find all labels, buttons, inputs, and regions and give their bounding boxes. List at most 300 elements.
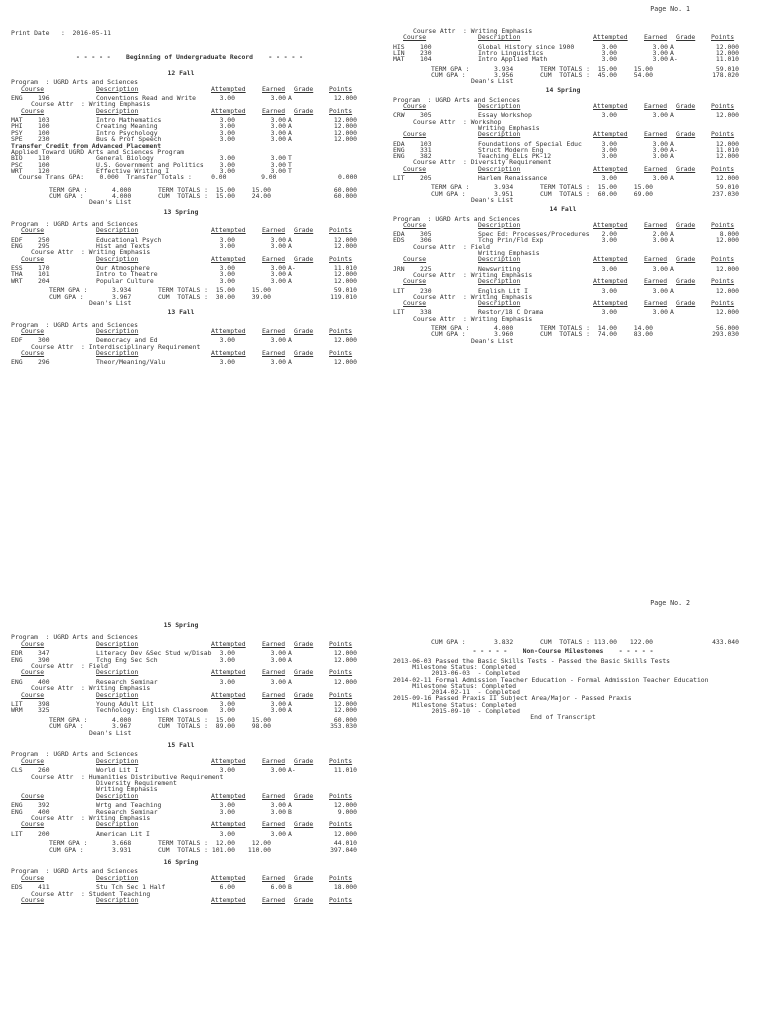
- header-attempted: Attempted: [593, 277, 628, 286]
- course-attribute: Course Attr : Writing Emphasis: [31, 814, 151, 822]
- header-earned: Earned: [262, 254, 286, 263]
- header-points: Points: [329, 791, 353, 800]
- course-description: Intro Mathematics: [96, 116, 162, 125]
- header-description: Description: [96, 254, 139, 263]
- gpa-value: 3.832: [494, 638, 514, 646]
- header-description: Description: [478, 102, 521, 110]
- header-grade: Grade: [294, 820, 314, 829]
- totals-label: CUM TOTALS :: [540, 189, 591, 198]
- text-line: 2013-06-03 - Completed: [393, 669, 520, 678]
- course-subject: PHI: [11, 122, 23, 131]
- header-attempted: Attempted: [593, 102, 628, 110]
- program-line: Program : UGRD Arts and Sciences: [11, 78, 138, 87]
- header-description: Description: [96, 690, 139, 699]
- header-attempted: Attempted: [593, 299, 628, 308]
- header-attempted: Attempted: [211, 326, 246, 335]
- course-subject: LIT: [11, 700, 23, 708]
- term-heading: 12 Fall: [167, 69, 195, 77]
- deans-list: Dean's List: [89, 298, 132, 307]
- course-attribute: Course Attr : Writing Emphasis: [31, 248, 151, 257]
- deans-list: Dean's List: [471, 195, 514, 204]
- term-heading: 16 Spring: [163, 858, 199, 866]
- text-line: 2014-02-11 Formal Admission Teacher Education - Formal Admission Teacher Education: [393, 675, 709, 684]
- header-points: Points: [711, 255, 735, 264]
- gpa-label: TERM GPA :: [431, 183, 470, 192]
- course-description: Tchg Prin/Fld Exp: [478, 236, 544, 245]
- course-description: Effective Writing I: [96, 166, 170, 175]
- header-points: Points: [329, 326, 353, 335]
- course-description: Intro Linguistics: [478, 48, 544, 57]
- header-course: Course: [21, 84, 45, 93]
- course-number: 110: [38, 154, 50, 163]
- course-grade: T: [288, 154, 292, 163]
- course-description: Wrtg and Teaching: [96, 801, 162, 810]
- header-grade: Grade: [294, 254, 314, 263]
- header-course: Course: [21, 820, 45, 829]
- header-attempted: Attempted: [593, 255, 628, 264]
- course-description: Teaching ELLs PK-12: [478, 152, 552, 161]
- course-subject: LIT: [393, 174, 405, 182]
- header-attempted: Attempted: [211, 226, 246, 235]
- course-grade: T: [288, 160, 292, 169]
- course-attribute: Course Attr : Writing Emphasis: [31, 684, 151, 693]
- course-grade: A: [288, 649, 292, 658]
- course-description: Conventions Read and Write: [96, 94, 197, 103]
- header-earned: Earned: [644, 299, 668, 308]
- course-description: Popular Culture: [96, 276, 154, 285]
- program-line: Program : UGRD Arts and Sciences: [11, 750, 138, 759]
- header-grade: Grade: [676, 299, 696, 308]
- deans-list: Dean's List: [471, 77, 514, 86]
- course-description: Research Seminar: [96, 807, 158, 816]
- totals-label: CUM TOTALS :: [540, 330, 591, 339]
- header-grade: Grade: [676, 130, 696, 139]
- course-number: 230: [38, 135, 50, 144]
- header-grade: Grade: [294, 896, 314, 904]
- header-points: Points: [711, 102, 735, 110]
- header-grade: Grade: [294, 668, 314, 677]
- header-description: Description: [96, 226, 139, 235]
- course-description: Creating Meaning: [96, 122, 158, 131]
- header-grade: Grade: [676, 33, 696, 42]
- gpa-value: 4.000: [112, 715, 132, 724]
- course-description: Harlem Renaissance: [478, 174, 548, 182]
- gpa-label: CUM GPA :: [49, 722, 84, 731]
- course-subject: EDS: [393, 236, 405, 245]
- header-grade: Grade: [294, 756, 314, 765]
- header-attempted: Attempted: [211, 639, 246, 648]
- course-subject: THA: [11, 270, 23, 279]
- header-attempted: Attempted: [211, 348, 246, 357]
- header-course: Course: [21, 873, 45, 882]
- course-number: 305: [420, 111, 432, 120]
- course-number: 411: [38, 883, 50, 892]
- course-grade: A: [288, 235, 292, 244]
- header-description: Description: [478, 33, 521, 42]
- gpa-value: 4.000: [112, 191, 132, 200]
- course-description: Intro to Theatre: [96, 270, 158, 279]
- header-course: Course: [403, 277, 427, 286]
- course-description: U.S. Government and Politics: [96, 160, 204, 169]
- course-description: Hist and Texts: [96, 242, 150, 251]
- gpa-value: 3.956: [494, 70, 514, 79]
- header-earned: Earned: [262, 84, 286, 93]
- term-heading: 15 Fall: [167, 741, 195, 749]
- course-number: 300: [38, 336, 50, 345]
- course-number: 104: [420, 55, 432, 64]
- course-description: Global History since 1900: [478, 42, 575, 51]
- header-earned: Earned: [262, 756, 286, 765]
- header-points: Points: [329, 84, 353, 93]
- header-description: Description: [478, 130, 521, 139]
- course-attribute: Course Attr : Student Teaching: [31, 889, 151, 898]
- course-grade: A: [288, 116, 292, 125]
- course-grade: A: [670, 48, 674, 57]
- course-subject: EDS: [11, 883, 23, 892]
- course-number: 382: [420, 152, 432, 161]
- course-grade: A: [670, 230, 674, 239]
- course-grade: A: [288, 122, 292, 131]
- gpa-value: 3.951: [494, 189, 514, 198]
- course-subject: WRT: [11, 276, 23, 285]
- course-attribute: Course Attr : Writing Emphasis: [413, 270, 533, 279]
- gpa-label: TERM GPA :: [49, 839, 88, 848]
- course-grade: A-: [288, 264, 296, 273]
- header-grade: Grade: [676, 220, 696, 229]
- term-heading: 14 Fall: [549, 205, 577, 214]
- header-course: Course: [21, 896, 45, 904]
- header-earned: Earned: [644, 102, 668, 110]
- course-description: Restor/18 C Drama: [478, 308, 544, 317]
- course-grade: A: [288, 655, 292, 664]
- header-earned: Earned: [644, 220, 668, 229]
- header-course: Course: [21, 668, 45, 677]
- course-number: 390: [38, 655, 50, 664]
- header-points: Points: [329, 254, 353, 263]
- header-grade: Grade: [676, 277, 696, 286]
- totals-label: CUM TOTALS :: [540, 70, 591, 79]
- course-number: 103: [38, 116, 50, 125]
- header-course: Course: [403, 220, 427, 229]
- header-description: Description: [478, 164, 521, 173]
- course-grade: A: [670, 236, 674, 245]
- print-date: Print Date : 2016-05-11: [11, 29, 112, 37]
- header-description: Description: [478, 277, 521, 286]
- gpa-label: CUM GPA :: [431, 330, 466, 339]
- totals-label: CUM TOTALS :: [158, 292, 209, 301]
- header-earned: Earned: [262, 326, 286, 335]
- header-description: Description: [96, 326, 139, 335]
- term-heading: 13 Spring: [163, 207, 199, 216]
- course-attribute: Course Attr : Diversity Requirement: [413, 158, 552, 167]
- totals-label: TERM TOTALS :: [158, 185, 209, 194]
- course-subject: EDF: [11, 235, 23, 244]
- course-number: 101: [38, 270, 50, 279]
- header-grade: Grade: [294, 873, 314, 882]
- course-attribute: Course Attr : Writing Emphasis: [31, 100, 151, 109]
- header-earned: Earned: [644, 255, 668, 264]
- course-grade: A: [670, 139, 674, 148]
- course-subject: ENG: [393, 145, 405, 154]
- transcript-page-2: [0, 512, 768, 1024]
- program-line: Program : UGRD Arts and Sciences: [11, 220, 138, 228]
- course-description: General Biology: [96, 154, 154, 163]
- text-line: 2013-06-03 Passed the Basic Skills Tests - Passed the Basic Skills Tests: [393, 656, 671, 665]
- header-points: Points: [329, 106, 353, 115]
- course-number: 100: [420, 42, 432, 51]
- text-line: 2014-02-11 - Completed: [393, 688, 520, 697]
- totals-label: TERM TOTALS :: [540, 183, 591, 192]
- gpa-label: CUM GPA :: [49, 845, 84, 854]
- header-attempted: Attempted: [211, 896, 246, 904]
- header-description: Description: [478, 255, 521, 264]
- program-line: Program : UGRD Arts and Sciences: [393, 214, 520, 223]
- course-subject: LIT: [393, 308, 405, 317]
- header-attempted: Attempted: [211, 756, 246, 765]
- page-2-left-column: 15 Spring Program : UGRD Arts and Sciences Course Description Attempted Earned Grade Points EDR 347 Literacy Dev &Sec Stud w/Disab 3.00 3.00 A 12.000 ENG 390 Tchg Eng Sec Sch 3.00 3.00 A 12.000 Course Attr : Field Course Description Attempted Earned Grade Points ENG 400 Research Seminar 3.00 3.00 A 12.000 Course Attr : Writing Emphasis Course Description Attempted Earned Grade Points LIT 398 Young Adult Lit 3.00 3.00 A 12.000 WRM 325 Technology: English Classroom 3.00 3.00 A 12.000 TERM GPA : 4.000 TERM TOTALS : 15.00 15.00 60.000 CUM GPA : 3.967 CUM TOTALS : 89.00 98.00 353.030 Dean's List 15 Fall Program : UGRD Arts and Sciences Course Description Attempted Earned Grade Points CLS 260 World Lit I 3.00 3.00 A- 11.010 Course Attr : Humanities Distributive Requirement Diversity Requirement Writing Emphasis Course Description Attempted Earned Grade Points ENG 392 Wrtg and Teaching 3.00 3.00 A 12.000 ENG 400 Research Seminar 3.00 3.00 B 9.000 Course Attr : Writing Emphasis Course Description Attempted Earned Grade Points LIT 200 American Lit I 3.00 3.00 A 12.000 TERM GPA : 3.668 TERM TOTALS : 12.00 12.00 44.010 CUM GPA : 3.931 CUM TOTALS : 101.00 110.00 397.040 16 Spring Program : UGRD Arts and Sciences Course Description Attempted Earned Grade Points EDS 411 Stu Tch Sec 1 Half 6.00 6.00 B 18.000 Course Attr : Student Teaching Course Description Attempted Earned Grade Points: [11, 621, 357, 904]
- page-1-left-column: 12 Fall Program : UGRD Arts and Sciences Course Description Attempted Earned Grade Points ENG 196 Conventions Read and Write 3.00 3.00 A 12.000 Course Attr : Writing Emphasis Course Description Attempted Earned Grade Points MAT 103 Intro Mathematics 3.00 3.00 A 12.000 PHI 100 Creating Meaning 3.00 3.00 A 12.000 PSY 100 Intro Psychology 3.00 3.00 A 12.000 SPE 230 Bus & Prof Speech 3.00 3.00 A 12.000 Transfer Credit from Advanced Placement Applied Toward UGRD Arts and Sciences Program BIO 110 General Biology 3.00 3.00 T PSC 100 U.S. Government and Politics 3.00 3.00 T WRT 120 Effective Writing I 3.00 3.00 T Course Trans GPA: 0.000 Transfer Totals : 0.00 9.00 0.000 TERM GPA : 4.000 TERM TOTALS : 15.00 15.00 60.000 CUM GPA : 4.000 CUM TOTALS : 15.00 24.00 60.000 Dean's List 13 Spring Program : UGRD Arts and Sciences Course Description Attempted Earned Grade Points EDF 250 Educational Psych 3.00 3.00 A 12.000 ENG 295 Hist and Texts 3.00 3.00 A 12.000 Course Attr : Writing Emphasis Course Description Attempted Earned Grade Points ESS 170 Our Atmosphere 3.00 3.00 A- 11.010 THA 101 Intro to Theatre 3.00 3.00 A 12.000 WRT 204 Popular Culture 3.00 3.00 A 12.000 TERM GPA : 3.934 TERM TOTALS : 15.00 15.00 59.010 CUM GPA : 3.967 CUM TOTALS : 30.00 39.00 119.010 Dean's List 13 Fall Program : UGRD Arts and Sciences Course Description Attempted Earned Grade Points EDF 300 Democracy and Ed 3.00 3.00 A 12.000 Course Attr : Interdisciplinary Requirement Course Description Attempted Earned Grade Points ENG 296 Theor/Meaning/Valu 3.00 3.00 A 12.000: [11, 69, 358, 367]
- header-description: Description: [96, 668, 139, 677]
- gpa-value: 3.931: [112, 845, 132, 854]
- course-subject: ENG: [393, 152, 405, 161]
- course-attribute: Writing Emphasis: [96, 785, 158, 794]
- course-grade: A: [288, 700, 292, 708]
- course-number: 295: [38, 242, 50, 251]
- header-attempted: Attempted: [593, 220, 628, 229]
- end-of-transcript: End of Transcript: [530, 713, 596, 722]
- course-grade: A: [288, 801, 292, 810]
- gpa-value: 4.000: [494, 324, 514, 332]
- course-number: 392: [38, 801, 50, 810]
- course-grade: A: [288, 135, 292, 144]
- header-course: Course: [403, 299, 427, 308]
- program-line: Program : UGRD Arts and Sciences: [11, 867, 138, 876]
- course-grade: A: [288, 128, 292, 137]
- gpa-label: TERM GPA :: [431, 64, 470, 73]
- header-earned: Earned: [262, 639, 286, 648]
- page-number: Page No. 1: [650, 5, 690, 13]
- header-course: Course: [21, 254, 45, 263]
- course-number: 225: [420, 264, 432, 273]
- header-grade: Grade: [676, 102, 696, 110]
- course-number: 230: [420, 48, 432, 57]
- course-number: 338: [420, 308, 432, 317]
- course-number: 400: [38, 677, 50, 686]
- header-earned: Earned: [644, 277, 668, 286]
- course-number: 170: [38, 264, 50, 273]
- course-subject: EDR: [11, 649, 23, 658]
- header-points: Points: [329, 873, 353, 882]
- course-description: Foundations of Special Educ: [478, 139, 582, 148]
- text-line: Milestone Status: Completed: [393, 662, 517, 671]
- totals-label: TERM TOTALS :: [540, 64, 591, 73]
- course-attribute: Course Attr : Workshop: [413, 117, 502, 126]
- course-subject: CRW: [393, 111, 405, 120]
- course-description: World Lit I: [96, 766, 139, 775]
- gpa-value: 3.934: [112, 286, 132, 295]
- course-grade: A: [670, 111, 674, 120]
- course-subject: ENG: [11, 801, 23, 810]
- text-line: 2015-09-16 Passed Praxis II Subject Area/Major - Passed Praxis: [393, 694, 632, 703]
- page-number: Page No. 2: [650, 599, 690, 607]
- program-line: Program : UGRD Arts and Sciences: [11, 320, 138, 329]
- header-earned: Earned: [262, 668, 286, 677]
- course-description: Intro Applied Math: [478, 55, 548, 64]
- course-subject: JRN: [393, 264, 405, 273]
- course-grade: A: [670, 286, 674, 295]
- header-attempted: Attempted: [211, 791, 246, 800]
- course-attribute: Writing Emphasis: [478, 249, 540, 257]
- header-points: Points: [329, 820, 353, 829]
- header-points: Points: [711, 299, 735, 308]
- course-attribute: Course Attr : Interdisciplinary Requirement: [31, 342, 201, 351]
- course-grade: A: [670, 308, 674, 317]
- header-course: Course: [403, 33, 427, 42]
- course-subject: PSC: [11, 160, 23, 169]
- page-1-right-column: Course Attr : Writing Emphasis Course Description Attempted Earned Grade Points HIS 100 Global History since 1900 3.00 3.00 A 12.000 LIN 230 Intro Linguistics 3.00 3.00 A 12.000 MAT 104 Intro Applied Math 3.00 3.00 A- 11.010 TERM GPA : 3.934 TERM TOTALS : 15.00 15.00 59.010 CUM GPA : 3.956 CUM TOTALS : 45.00 54.00 178.020 Dean's List 14 Spring Program : UGRD Arts and Sciences Course Description Attempted Earned Grade Points CRW 305 Essay Workshop 3.00 3.00 A 12.000 Course Attr : Workshop Writing Emphasis Course Description Attempted Earned Grade Points EDA 103 Foundations of Special Educ 3.00 3.00 A 12.000 ENG 331 Struct Modern Eng 3.00 3.00 A- 11.010 ENG 382 Teaching ELLs PK-12 3.00 3.00 A 12.000 Course Attr : Diversity Requirement Course Description Attempted Earned Grade Points LIT 205 Harlem Renaissance 3.00 3.00 A 12.000 TERM GPA : 3.934 TERM TOTALS : 15.00 15.00 59.010 CUM GPA : 3.951 CUM TOTALS : 60.00 69.00 237.030 Dean's List 14 Fall Program : UGRD Arts and Sciences Course Description Attempted Earned Grade Points EDA 305 Spec Ed: Processes/Procedures 2.00 2.00 A 8.000 EDS 306 Tchg Prin/Fld Exp 3.00 3.00 A 12.000 Course Attr : Field Writing Emphasis Course Description Attempted Earned Grade Points JRN 225 Newswriting 3.00 3.00 A 12.000 Course Attr : Writing Emphasis Course Description Attempted Earned Grade Points LIT 230 English Lit I 3.00 3.00 A 12.000 Course Attr : Writing Emphasis Course Description Attempted Earned Grade Points LIT 338 Restor/18 C Drama 3.00 3.00 A 12.000 Course Attr : Writing Emphasis TERM GPA : 4.000 TERM TOTALS : 14.00 14.00 56.000 CUM GPA : 3.960 CUM TOTALS : 74.00 83.00 293.030 Dean's List: [393, 27, 739, 345]
- gpa-value: 3.967: [112, 722, 132, 731]
- header-earned: Earned: [262, 226, 286, 235]
- course-grade: T: [288, 166, 292, 175]
- course-number: 306: [420, 236, 432, 245]
- course-number: 331: [420, 145, 432, 154]
- course-subject: BIO: [11, 154, 23, 163]
- header-grade: Grade: [294, 326, 314, 335]
- course-grade: A: [670, 264, 674, 273]
- course-subject: ENG: [11, 677, 23, 686]
- record-start-banner: - - - - - Beginning of Undergraduate Record - - - - -: [76, 53, 304, 61]
- course-number: 400: [38, 807, 50, 816]
- course-number: 100: [38, 128, 50, 137]
- header-points: Points: [329, 639, 353, 648]
- course-subject: ESS: [11, 264, 23, 273]
- gpa-label: CUM GPA :: [49, 191, 84, 200]
- header-course: Course: [21, 639, 45, 648]
- course-grade: A: [288, 276, 292, 285]
- header-course: Course: [21, 690, 45, 699]
- course-grade: A: [288, 270, 292, 279]
- course-number: 230: [420, 286, 432, 295]
- course-grade: A: [288, 336, 292, 345]
- header-earned: Earned: [262, 791, 286, 800]
- course-subject: LIN: [393, 48, 405, 57]
- term-heading: 14 Spring: [545, 86, 581, 95]
- header-course: Course: [403, 102, 427, 110]
- text-line: Milestone Status: Completed: [393, 700, 517, 709]
- text-line: 2015-09-10 - Completed: [393, 707, 520, 715]
- header-points: Points: [329, 226, 353, 235]
- header-earned: Earned: [262, 896, 286, 904]
- header-grade: Grade: [294, 690, 314, 699]
- header-grade: Grade: [676, 164, 696, 173]
- totals-label: TERM TOTALS :: [540, 324, 591, 332]
- course-grade: B: [288, 807, 292, 816]
- gpa-value: 3.934: [494, 183, 514, 192]
- header-attempted: Attempted: [593, 33, 628, 42]
- course-grade: A-: [288, 766, 296, 775]
- course-grade: A: [670, 42, 674, 51]
- header-attempted: Attempted: [211, 873, 246, 882]
- course-grade: A: [670, 152, 674, 161]
- totals-label: CUM TOTALS :: [158, 845, 209, 854]
- header-description: Description: [96, 348, 139, 357]
- header-points: Points: [329, 896, 353, 904]
- header-earned: Earned: [262, 690, 286, 699]
- course-attribute: Course Attr : Writing Emphasis: [413, 314, 533, 323]
- totals-label: TERM TOTALS :: [158, 839, 209, 848]
- course-number: 260: [38, 766, 50, 775]
- gpa-label: CUM GPA :: [49, 292, 84, 301]
- course-grade: A: [288, 706, 292, 715]
- header-attempted: Attempted: [211, 690, 246, 699]
- course-attribute: Diversity Requirement: [96, 779, 177, 787]
- course-description: Tchg Eng Sec Sch: [96, 655, 158, 664]
- section-label: Transfer Credit from Advanced Placement: [11, 141, 162, 150]
- deans-list: Dean's List: [89, 198, 132, 207]
- course-grade: A: [288, 677, 292, 686]
- course-description: Research Seminar: [96, 677, 158, 686]
- totals-label: TERM TOTALS :: [158, 715, 209, 724]
- header-attempted: Attempted: [211, 254, 246, 263]
- header-points: Points: [711, 33, 735, 42]
- header-earned: Earned: [262, 348, 286, 357]
- header-description: Description: [96, 791, 139, 800]
- course-subject: ENG: [11, 807, 23, 816]
- course-subject: LIT: [393, 286, 405, 295]
- gpa-label: TERM GPA :: [49, 715, 88, 724]
- page-2-right-column: CUM GPA : 3.832 CUM TOTALS : 113.00 122.00 433.040 - - - - - Non-Course Milestones - - - - - 2013-06-03 Passed the Basic Skills Tests - Passed the Basic Skills Tests Milestone Status: Completed 2013-06-03 - Completed 2014-02-11 Formal Admission Teacher Education - Formal Admission Teacher Education Milestone Status: Completed 2014-02-11 - Completed 2015-09-16 Passed Praxis II Subject Area/Major - Passed Praxis Milestone Status: Completed 2015-09-10 - Completed End of Transcript: [393, 638, 739, 722]
- course-number: 196: [38, 94, 50, 103]
- header-attempted: Attempted: [211, 668, 246, 677]
- header-points: Points: [711, 277, 735, 286]
- course-grade: A: [670, 174, 674, 182]
- course-subject: EDA: [393, 139, 405, 148]
- header-description: Description: [96, 84, 139, 93]
- course-attribute: Course Attr : Writing Emphasis: [413, 292, 533, 301]
- course-description: Newswriting: [478, 264, 521, 273]
- gpa-label: TERM GPA :: [49, 185, 88, 194]
- text-line: Course Trans GPA: 0.000 Transfer Totals : 0.00 9.00 0.000: [11, 173, 358, 182]
- course-number: 296: [38, 358, 50, 367]
- course-number: 398: [38, 700, 50, 708]
- course-description: Spec Ed: Processes/Procedures: [478, 230, 590, 239]
- header-course: Course: [21, 106, 45, 115]
- course-subject: ENG: [11, 94, 23, 103]
- header-course: Course: [21, 756, 45, 765]
- course-attribute: Course Attr : Field: [413, 242, 490, 251]
- header-points: Points: [329, 756, 353, 765]
- header-points: Points: [711, 130, 735, 139]
- header-description: Description: [96, 896, 139, 904]
- header-description: Description: [478, 220, 521, 229]
- text-line: Applied Toward UGRD Arts and Sciences Program: [11, 147, 185, 156]
- course-subject: SPE: [11, 135, 23, 144]
- course-subject: EDF: [11, 336, 23, 345]
- header-course: Course: [21, 326, 45, 335]
- course-subject: EDA: [393, 230, 405, 239]
- header-points: Points: [329, 668, 353, 677]
- course-description: Literacy Dev &Sec Stud w/Disab: [96, 649, 212, 658]
- gpa-value: 4.000: [112, 185, 132, 194]
- header-attempted: Attempted: [593, 130, 628, 139]
- course-subject: ENG: [11, 655, 23, 664]
- course-description: Educational Psych: [96, 235, 162, 244]
- course-description: Intro Psychology: [96, 128, 158, 137]
- header-earned: Earned: [262, 820, 286, 829]
- course-number: 100: [38, 122, 50, 131]
- course-subject: MAT: [11, 116, 23, 125]
- header-earned: Earned: [644, 130, 668, 139]
